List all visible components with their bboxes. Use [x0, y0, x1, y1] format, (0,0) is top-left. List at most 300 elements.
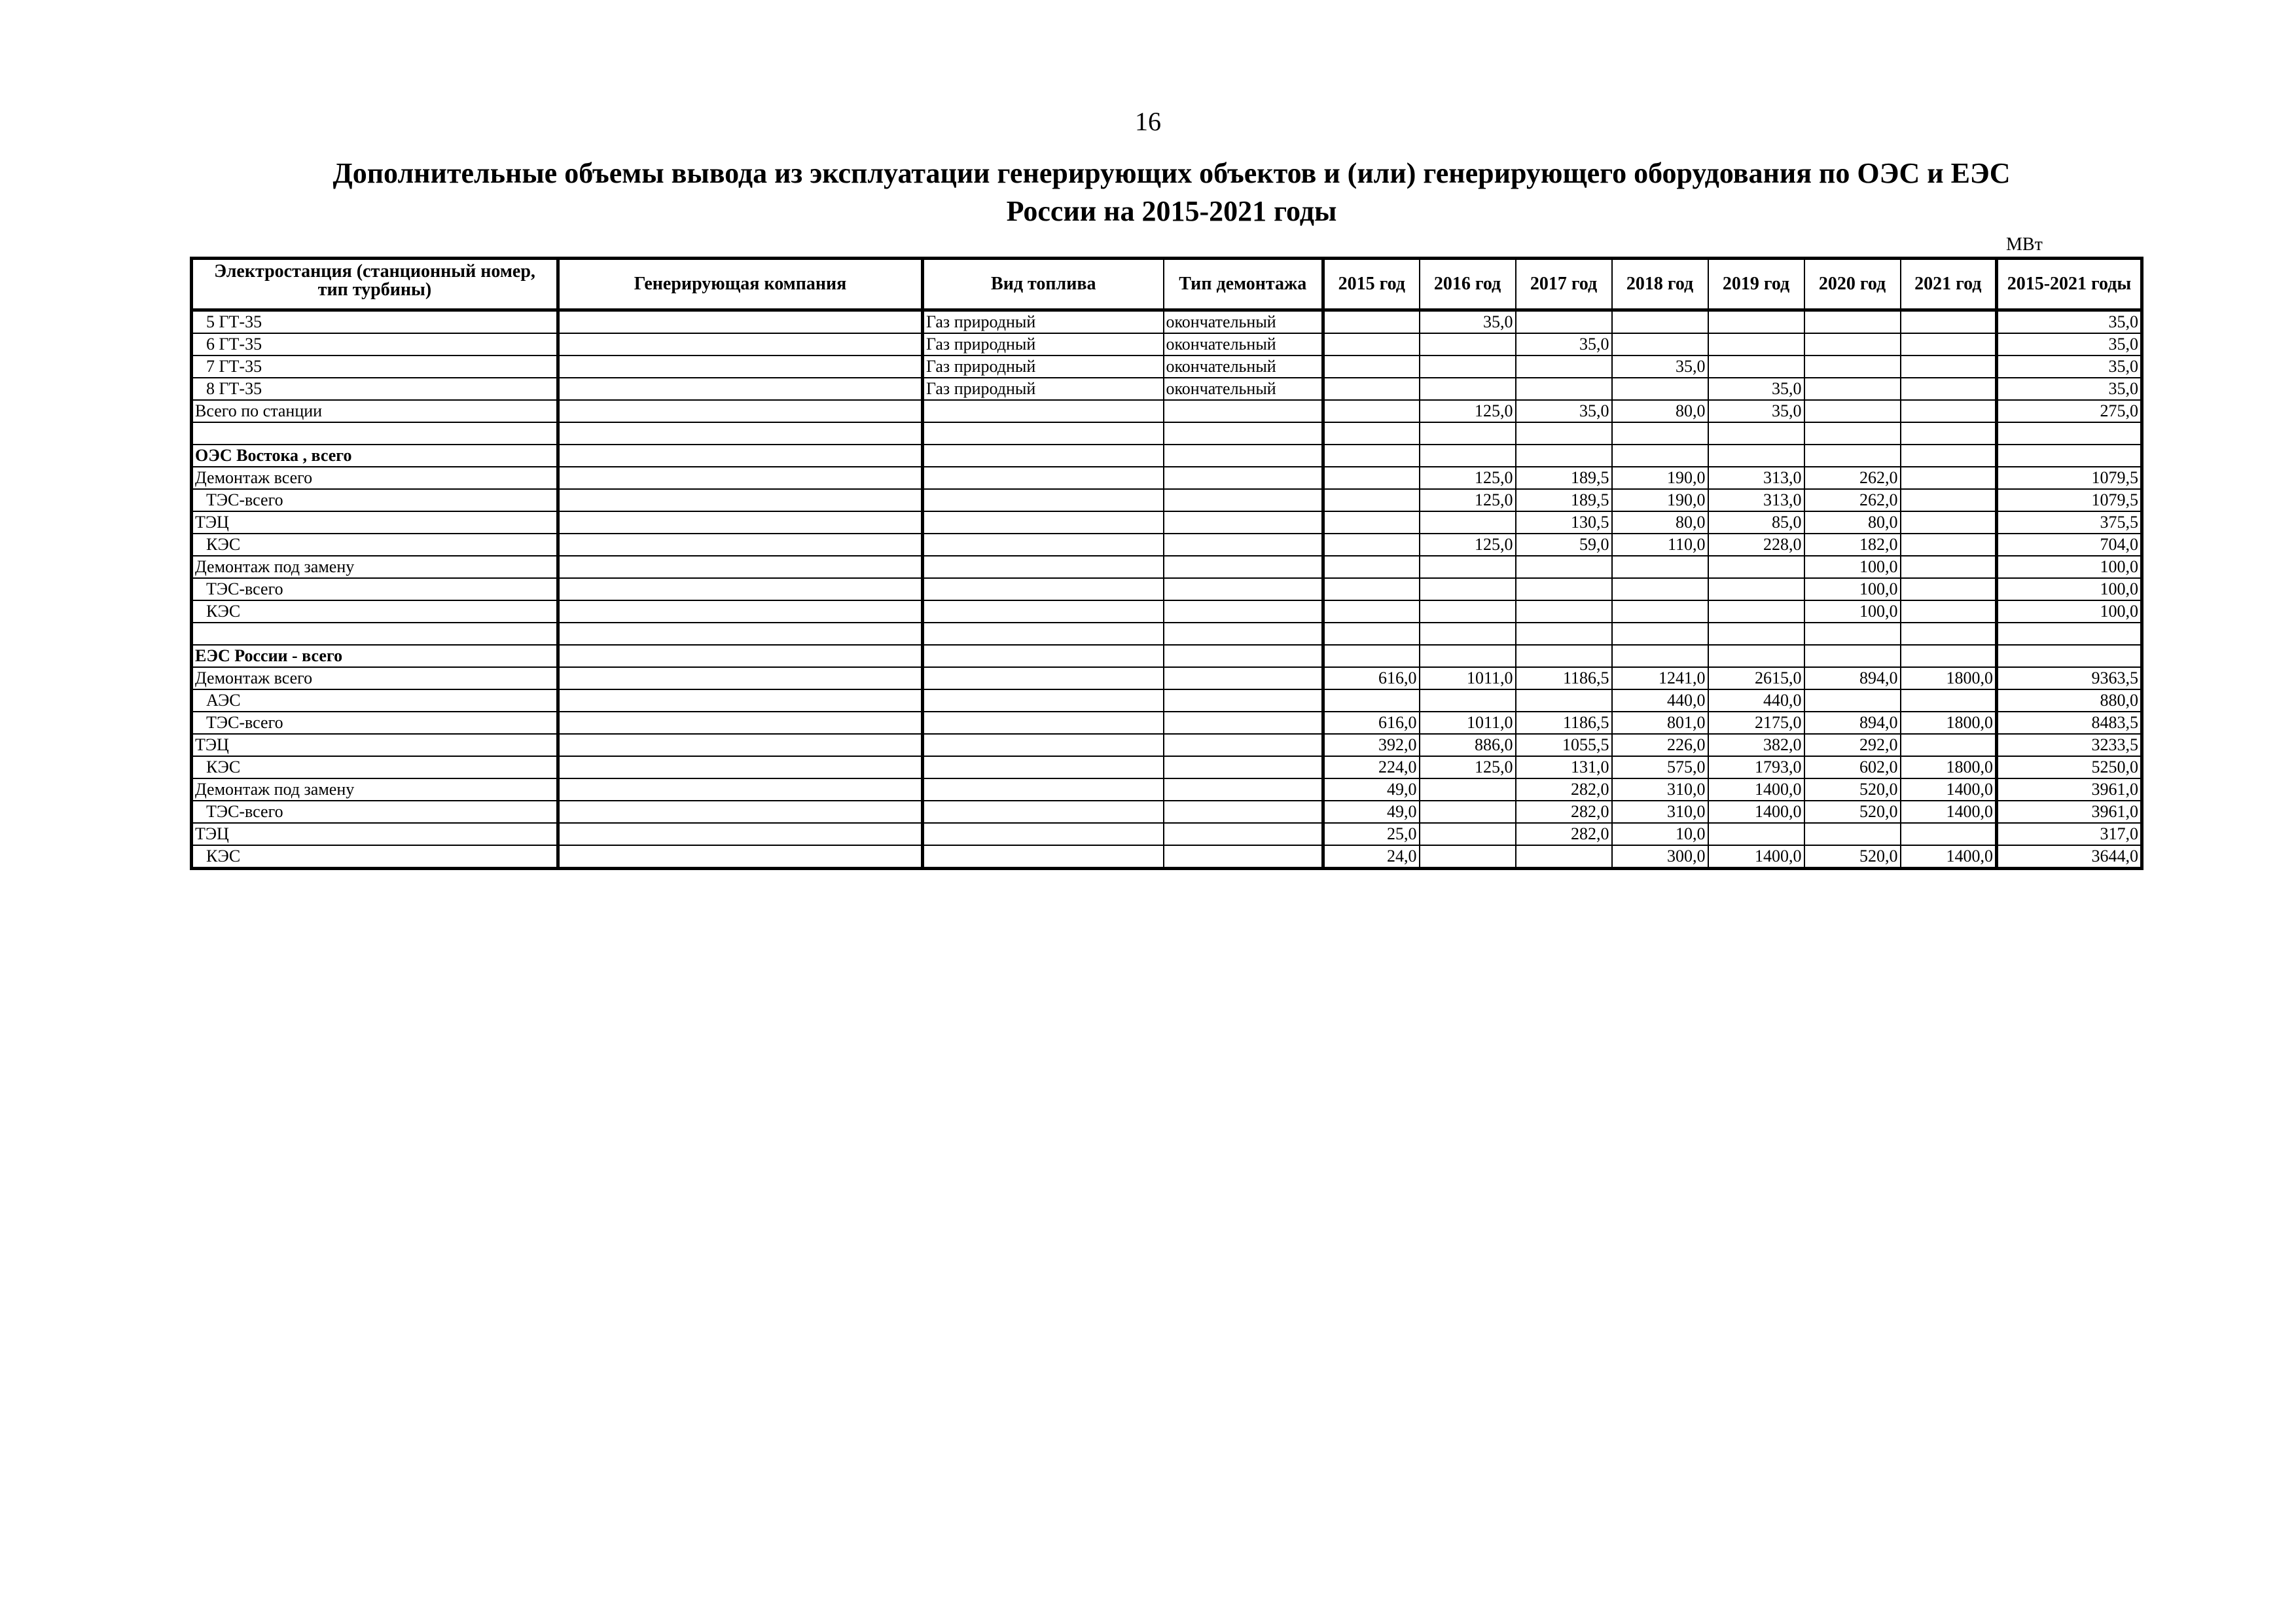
value-cell-2019: 35,0 — [1708, 378, 1804, 400]
value-cell-total: 3961,0 — [1997, 801, 2142, 823]
station-name-cell: ТЭЦ — [192, 734, 558, 756]
table-row — [192, 489, 2142, 511]
value-cell-2016 — [1420, 600, 1516, 623]
value-cell-2015: 224,0 — [1323, 756, 1420, 778]
value-cell-2019: 1400,0 — [1708, 778, 1804, 801]
dismantle-type-cell: окончательный — [1164, 333, 1323, 356]
value-cell-2019: 85,0 — [1708, 511, 1804, 534]
table-row — [192, 823, 2142, 845]
value-cell-2020 — [1804, 823, 1901, 845]
value-cell-2018: 80,0 — [1612, 511, 1708, 534]
value-cell-2015 — [1323, 356, 1420, 378]
company-cell — [558, 333, 923, 356]
value-cell-2020 — [1804, 310, 1901, 334]
company-cell — [558, 734, 923, 756]
table-row — [192, 356, 2142, 378]
dismantle-type-cell: окончательный — [1164, 310, 1323, 334]
company-cell — [558, 778, 923, 801]
value-cell-2016: 125,0 — [1420, 534, 1516, 556]
value-cell-2015 — [1323, 623, 1420, 645]
value-cell-2021 — [1901, 645, 1997, 667]
header-total: 2015-2021 годы — [1997, 259, 2142, 310]
value-cell-2020: 262,0 — [1804, 467, 1901, 489]
value-cell-2019: 35,0 — [1708, 400, 1804, 422]
value-cell-2017: 282,0 — [1516, 801, 1612, 823]
company-cell — [558, 378, 923, 400]
fuel-cell — [923, 734, 1164, 756]
station-name-cell — [192, 623, 558, 645]
value-cell-2017: 35,0 — [1516, 400, 1612, 422]
header-2017: 2017 год — [1516, 259, 1612, 310]
value-cell-2017 — [1516, 356, 1612, 378]
value-cell-2017 — [1516, 310, 1612, 334]
company-cell — [558, 467, 923, 489]
value-cell-2015 — [1323, 489, 1420, 511]
value-cell-2019 — [1708, 333, 1804, 356]
value-cell-2017 — [1516, 578, 1612, 600]
dismantle-type-cell — [1164, 556, 1323, 578]
fuel-cell — [923, 445, 1164, 467]
value-cell-2018: 226,0 — [1612, 734, 1708, 756]
fuel-cell — [923, 801, 1164, 823]
value-cell-2019: 2615,0 — [1708, 667, 1804, 689]
dismantle-type-cell — [1164, 756, 1323, 778]
value-cell-2016 — [1420, 356, 1516, 378]
value-cell-2016 — [1420, 445, 1516, 467]
value-cell-2020: 602,0 — [1804, 756, 1901, 778]
fuel-cell — [923, 578, 1164, 600]
company-cell — [558, 845, 923, 869]
value-cell-2019: 440,0 — [1708, 689, 1804, 712]
dismantle-type-cell — [1164, 712, 1323, 734]
value-cell-2015: 616,0 — [1323, 667, 1420, 689]
value-cell-2021 — [1901, 578, 1997, 600]
value-cell-2021 — [1901, 623, 1997, 645]
value-cell-2017 — [1516, 378, 1612, 400]
value-cell-2019: 1400,0 — [1708, 845, 1804, 869]
dismantle-type-cell — [1164, 445, 1323, 467]
fuel-cell: Газ природный — [923, 333, 1164, 356]
value-cell-2019 — [1708, 445, 1804, 467]
value-cell-2018: 10,0 — [1612, 823, 1708, 845]
value-cell-2018: 300,0 — [1612, 845, 1708, 869]
value-cell-2016: 125,0 — [1420, 489, 1516, 511]
table-row — [192, 778, 2142, 801]
value-cell-2021 — [1901, 489, 1997, 511]
table-row — [192, 400, 2142, 422]
table-row — [192, 578, 2142, 600]
value-cell-total: 3644,0 — [1997, 845, 2142, 869]
value-cell-total: 880,0 — [1997, 689, 2142, 712]
table-row — [192, 600, 2142, 623]
value-cell-2016 — [1420, 378, 1516, 400]
value-cell-total: 5250,0 — [1997, 756, 2142, 778]
value-cell-2021: 1400,0 — [1901, 801, 1997, 823]
value-cell-total — [1997, 623, 2142, 645]
table-row — [192, 801, 2142, 823]
station-name-cell: ТЭС-всего — [192, 578, 558, 600]
station-name-cell: ТЭЦ — [192, 511, 558, 534]
station-name-cell: ТЭЦ — [192, 823, 558, 845]
fuel-cell — [923, 845, 1164, 869]
station-name-cell: 7 ГТ-35 — [192, 356, 558, 378]
company-cell — [558, 712, 923, 734]
table-row — [192, 845, 2142, 869]
dismantle-type-cell — [1164, 623, 1323, 645]
table-row — [192, 667, 2142, 689]
value-cell-2018: 1241,0 — [1612, 667, 1708, 689]
dismantle-type-cell — [1164, 467, 1323, 489]
value-cell-2018: 440,0 — [1612, 689, 1708, 712]
station-name-cell: КЭС — [192, 600, 558, 623]
value-cell-2017: 189,5 — [1516, 467, 1612, 489]
value-cell-2017 — [1516, 445, 1612, 467]
value-cell-2018: 310,0 — [1612, 801, 1708, 823]
value-cell-2017: 59,0 — [1516, 534, 1612, 556]
value-cell-2016: 1011,0 — [1420, 667, 1516, 689]
value-cell-total: 35,0 — [1997, 378, 2142, 400]
header-2015: 2015 год — [1323, 259, 1420, 310]
value-cell-2017: 131,0 — [1516, 756, 1612, 778]
value-cell-2020: 262,0 — [1804, 489, 1901, 511]
fuel-cell — [923, 489, 1164, 511]
value-cell-2017 — [1516, 623, 1612, 645]
value-cell-2015 — [1323, 645, 1420, 667]
value-cell-2019 — [1708, 556, 1804, 578]
dismantle-type-cell — [1164, 511, 1323, 534]
header-2020: 2020 год — [1804, 259, 1901, 310]
fuel-cell — [923, 645, 1164, 667]
value-cell-2017: 282,0 — [1516, 778, 1612, 801]
header-fuel: Вид топлива — [923, 259, 1164, 310]
value-cell-2021 — [1901, 600, 1997, 623]
document-title-line-1: Дополнительные объемы вывода из эксплуатации генерирующих объектов и (или) генерирующего оборудования по ОЭС и ЕЭС — [332, 157, 2011, 189]
value-cell-2015 — [1323, 534, 1420, 556]
value-cell-2018 — [1612, 645, 1708, 667]
value-cell-2020: 520,0 — [1804, 778, 1901, 801]
station-name-cell: Всего по станции — [192, 400, 558, 422]
value-cell-2015 — [1323, 689, 1420, 712]
table-row — [192, 511, 2142, 534]
value-cell-2020 — [1804, 689, 1901, 712]
value-cell-total: 275,0 — [1997, 400, 2142, 422]
value-cell-2021: 1800,0 — [1901, 667, 1997, 689]
value-cell-2021 — [1901, 734, 1997, 756]
value-cell-2016 — [1420, 845, 1516, 869]
value-cell-2016: 125,0 — [1420, 467, 1516, 489]
page-number: 16 — [1135, 107, 1161, 136]
value-cell-2015: 49,0 — [1323, 778, 1420, 801]
value-cell-2020: 520,0 — [1804, 845, 1901, 869]
company-cell — [558, 689, 923, 712]
value-cell-2018 — [1612, 333, 1708, 356]
table-row — [192, 734, 2142, 756]
value-cell-2015 — [1323, 422, 1420, 445]
value-cell-2017: 1055,5 — [1516, 734, 1612, 756]
value-cell-2021 — [1901, 534, 1997, 556]
value-cell-2018 — [1612, 378, 1708, 400]
value-cell-2015 — [1323, 511, 1420, 534]
fuel-cell: Газ природный — [923, 356, 1164, 378]
value-cell-2017 — [1516, 556, 1612, 578]
fuel-cell — [923, 511, 1164, 534]
value-cell-2018 — [1612, 445, 1708, 467]
value-cell-2016 — [1420, 578, 1516, 600]
station-name-cell: Демонтаж всего — [192, 467, 558, 489]
header-station: Электростанция (станционный номер, тип турбины) — [192, 259, 558, 310]
value-cell-2016: 125,0 — [1420, 400, 1516, 422]
value-cell-2016 — [1420, 333, 1516, 356]
dismantle-type-cell — [1164, 778, 1323, 801]
value-cell-2016 — [1420, 778, 1516, 801]
fuel-cell: Газ природный — [923, 310, 1164, 334]
value-cell-2017 — [1516, 689, 1612, 712]
value-cell-2016 — [1420, 689, 1516, 712]
value-cell-2016 — [1420, 823, 1516, 845]
value-cell-2019 — [1708, 645, 1804, 667]
value-cell-2018 — [1612, 556, 1708, 578]
value-cell-total: 8483,5 — [1997, 712, 2142, 734]
value-cell-2021 — [1901, 445, 1997, 467]
fuel-cell — [923, 623, 1164, 645]
value-cell-2019 — [1708, 578, 1804, 600]
value-cell-total: 317,0 — [1997, 823, 2142, 845]
value-cell-2020: 292,0 — [1804, 734, 1901, 756]
value-cell-2017: 130,5 — [1516, 511, 1612, 534]
value-cell-2019 — [1708, 422, 1804, 445]
value-cell-total: 1079,5 — [1997, 489, 2142, 511]
value-cell-2020: 894,0 — [1804, 667, 1901, 689]
value-cell-2021 — [1901, 356, 1997, 378]
value-cell-2020 — [1804, 623, 1901, 645]
station-name-cell: ТЭС-всего — [192, 712, 558, 734]
fuel-cell — [923, 778, 1164, 801]
fuel-cell: Газ природный — [923, 378, 1164, 400]
dismantle-type-cell — [1164, 400, 1323, 422]
value-cell-2019: 313,0 — [1708, 467, 1804, 489]
value-cell-total — [1997, 645, 2142, 667]
value-cell-2015: 616,0 — [1323, 712, 1420, 734]
value-cell-2021 — [1901, 378, 1997, 400]
value-cell-2021 — [1901, 333, 1997, 356]
value-cell-2020 — [1804, 422, 1901, 445]
value-cell-2021 — [1901, 556, 1997, 578]
station-name-cell: ТЭС-всего — [192, 801, 558, 823]
fuel-cell — [923, 667, 1164, 689]
company-cell — [558, 445, 923, 467]
value-cell-2020: 894,0 — [1804, 712, 1901, 734]
company-cell — [558, 623, 923, 645]
value-cell-2018: 80,0 — [1612, 400, 1708, 422]
fuel-cell — [923, 534, 1164, 556]
table-body — [192, 310, 2142, 869]
table-row — [192, 445, 2142, 467]
value-cell-2016 — [1420, 556, 1516, 578]
value-cell-2015: 25,0 — [1323, 823, 1420, 845]
value-cell-2021 — [1901, 823, 1997, 845]
dismantle-type-cell — [1164, 422, 1323, 445]
value-cell-2017 — [1516, 600, 1612, 623]
value-cell-2016 — [1420, 623, 1516, 645]
value-cell-total: 704,0 — [1997, 534, 2142, 556]
value-cell-total: 35,0 — [1997, 356, 2142, 378]
value-cell-2016 — [1420, 511, 1516, 534]
value-cell-2015 — [1323, 445, 1420, 467]
value-cell-2016: 125,0 — [1420, 756, 1516, 778]
fuel-cell — [923, 556, 1164, 578]
value-cell-2018 — [1612, 310, 1708, 334]
table-row — [192, 422, 2142, 445]
station-name-cell: Демонтаж всего — [192, 667, 558, 689]
value-cell-2015 — [1323, 333, 1420, 356]
value-cell-2020 — [1804, 333, 1901, 356]
value-cell-2016: 35,0 — [1420, 310, 1516, 334]
value-cell-2021: 1800,0 — [1901, 756, 1997, 778]
value-cell-2018 — [1612, 600, 1708, 623]
value-cell-2021 — [1901, 400, 1997, 422]
value-cell-2017: 35,0 — [1516, 333, 1612, 356]
value-cell-2018 — [1612, 578, 1708, 600]
value-cell-2019: 1400,0 — [1708, 801, 1804, 823]
company-cell — [558, 667, 923, 689]
fuel-cell — [923, 823, 1164, 845]
table-row — [192, 556, 2142, 578]
value-cell-2015: 49,0 — [1323, 801, 1420, 823]
value-cell-2021: 1400,0 — [1901, 778, 1997, 801]
table-row — [192, 756, 2142, 778]
fuel-cell — [923, 756, 1164, 778]
station-name-cell: ТЭС-всего — [192, 489, 558, 511]
value-cell-total: 35,0 — [1997, 333, 2142, 356]
value-cell-2018: 310,0 — [1612, 778, 1708, 801]
value-cell-2015: 392,0 — [1323, 734, 1420, 756]
value-cell-2016: 1011,0 — [1420, 712, 1516, 734]
value-cell-2017: 189,5 — [1516, 489, 1612, 511]
table-row — [192, 310, 2142, 334]
value-cell-2018: 575,0 — [1612, 756, 1708, 778]
value-cell-2020: 100,0 — [1804, 600, 1901, 623]
value-cell-2021 — [1901, 467, 1997, 489]
value-cell-2018 — [1612, 422, 1708, 445]
dismantle-type-cell — [1164, 645, 1323, 667]
header-company: Генерирующая компания — [558, 259, 923, 310]
value-cell-2019 — [1708, 600, 1804, 623]
company-cell — [558, 801, 923, 823]
value-cell-total — [1997, 422, 2142, 445]
value-cell-2020 — [1804, 445, 1901, 467]
value-cell-2016 — [1420, 645, 1516, 667]
station-name-cell: 5 ГТ-35 — [192, 310, 558, 334]
value-cell-2020: 100,0 — [1804, 556, 1901, 578]
value-cell-2020: 520,0 — [1804, 801, 1901, 823]
value-cell-2019: 313,0 — [1708, 489, 1804, 511]
table-row — [192, 534, 2142, 556]
value-cell-2020: 100,0 — [1804, 578, 1901, 600]
company-cell — [558, 489, 923, 511]
value-cell-2021 — [1901, 422, 1997, 445]
company-cell — [558, 756, 923, 778]
station-name-cell: КЭС — [192, 534, 558, 556]
value-cell-2016 — [1420, 801, 1516, 823]
value-cell-2017 — [1516, 422, 1612, 445]
value-cell-total: 100,0 — [1997, 600, 2142, 623]
value-cell-total: 100,0 — [1997, 556, 2142, 578]
value-cell-total — [1997, 445, 2142, 467]
dismantle-type-cell — [1164, 667, 1323, 689]
station-name-cell: 8 ГТ-35 — [192, 378, 558, 400]
station-name-cell: ЕЭС России - всего — [192, 645, 558, 667]
value-cell-total: 9363,5 — [1997, 667, 2142, 689]
fuel-cell — [923, 689, 1164, 712]
header-2019: 2019 год — [1708, 259, 1804, 310]
header-2021: 2021 год — [1901, 259, 1997, 310]
decommissioning-table — [190, 257, 2144, 870]
value-cell-2021 — [1901, 689, 1997, 712]
value-cell-2021: 1800,0 — [1901, 712, 1997, 734]
dismantle-type-cell: окончательный — [1164, 356, 1323, 378]
value-cell-2015 — [1323, 578, 1420, 600]
dismantle-type-cell — [1164, 600, 1323, 623]
value-cell-2015 — [1323, 310, 1420, 334]
company-cell — [558, 823, 923, 845]
value-cell-2020 — [1804, 356, 1901, 378]
value-cell-2015: 24,0 — [1323, 845, 1420, 869]
dismantle-type-cell — [1164, 689, 1323, 712]
value-cell-2021 — [1901, 511, 1997, 534]
table-row — [192, 467, 2142, 489]
station-name-cell: Демонтаж под замену — [192, 556, 558, 578]
value-cell-2015 — [1323, 400, 1420, 422]
value-cell-total: 3233,5 — [1997, 734, 2142, 756]
dismantle-type-cell — [1164, 578, 1323, 600]
company-cell — [558, 511, 923, 534]
station-name-cell: 6 ГТ-35 — [192, 333, 558, 356]
fuel-cell — [923, 600, 1164, 623]
value-cell-2017: 282,0 — [1516, 823, 1612, 845]
value-cell-2020: 80,0 — [1804, 511, 1901, 534]
dismantle-type-cell — [1164, 734, 1323, 756]
value-cell-2019: 228,0 — [1708, 534, 1804, 556]
station-name-cell — [192, 422, 558, 445]
table-header-row — [192, 259, 2142, 310]
dismantle-type-cell — [1164, 845, 1323, 869]
table-row — [192, 378, 2142, 400]
value-cell-2018: 110,0 — [1612, 534, 1708, 556]
value-cell-2017 — [1516, 845, 1612, 869]
value-cell-2019: 1793,0 — [1708, 756, 1804, 778]
value-cell-2017: 1186,5 — [1516, 712, 1612, 734]
dismantle-type-cell — [1164, 534, 1323, 556]
value-cell-2021 — [1901, 310, 1997, 334]
company-cell — [558, 534, 923, 556]
value-cell-total: 100,0 — [1997, 578, 2142, 600]
value-cell-2019 — [1708, 623, 1804, 645]
company-cell — [558, 400, 923, 422]
value-cell-2018 — [1612, 623, 1708, 645]
value-cell-2020 — [1804, 645, 1901, 667]
value-cell-total: 375,5 — [1997, 511, 2142, 534]
header-dismantle-type: Тип демонтажа — [1164, 259, 1323, 310]
company-cell — [558, 422, 923, 445]
value-cell-2015 — [1323, 600, 1420, 623]
value-cell-2019: 2175,0 — [1708, 712, 1804, 734]
value-cell-2019 — [1708, 356, 1804, 378]
fuel-cell — [923, 422, 1164, 445]
station-name-cell: Демонтаж под замену — [192, 778, 558, 801]
header-2016: 2016 год — [1420, 259, 1516, 310]
document-title — [196, 155, 2147, 230]
value-cell-2018: 190,0 — [1612, 489, 1708, 511]
